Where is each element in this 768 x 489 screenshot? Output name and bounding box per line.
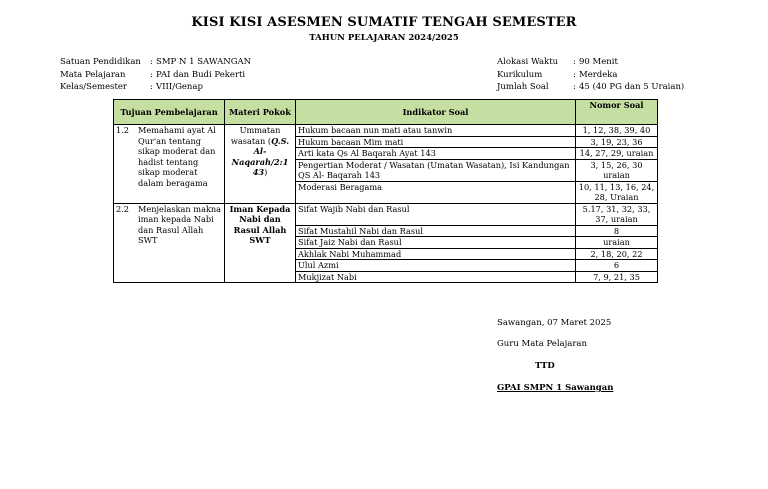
meta-value: SMP N 1 SAWANGAN: [156, 57, 252, 67]
nomor-cell: 2, 18, 20, 22: [576, 248, 658, 260]
indikator-cell: Hukum bacaan nun mati atau tanwin: [296, 125, 576, 137]
indikator-cell: Arti kata Qs Al Baqarah Ayat 143: [296, 148, 576, 160]
table-row: [114, 203, 658, 225]
meta-info-left: [60, 56, 251, 94]
meta-colon: :: [150, 57, 153, 67]
meta-row: [60, 81, 251, 94]
indikator-cell: Sifat Jaiz Nabi dan Rasul: [296, 237, 576, 249]
header-materi: Materi Pokok: [225, 100, 296, 125]
meta-label: Mata Pelajaran: [60, 69, 126, 80]
tujuan-text: Menjelaskan makna iman kepada Nabi dan Rasul Allah SWT: [138, 203, 222, 245]
document-subtitle: TAHUN PELAJARAN 2024/2025: [309, 33, 459, 43]
indikator-cell: Sifat Mustahil Nabi dan Rasul: [296, 225, 576, 237]
nomor-cell: 1, 12, 38, 39, 40: [576, 125, 658, 137]
nomor-cell: 3, 19, 23, 36: [576, 136, 658, 148]
meta-value: 90 Menit: [579, 57, 618, 67]
tujuan-number: 2.2: [116, 203, 130, 214]
nomor-cell: 14, 27, 29, uraian: [576, 148, 658, 160]
meta-value: 45 (40 PG dan 5 Uraian): [579, 82, 685, 92]
header-tujuan: Tujuan Pembelajaran: [114, 100, 225, 125]
meta-label: Kelas/Semester: [60, 82, 127, 92]
meta-colon: :: [150, 82, 153, 92]
meta-row: [60, 69, 251, 82]
header-nomor: Nomor Soal: [576, 100, 658, 125]
signature-role: Guru Mata Pelajaran: [497, 339, 587, 349]
tujuan-number: 1.2: [116, 125, 130, 135]
indikator-cell: Ulul Azmi: [296, 260, 576, 272]
table-header-row: [114, 100, 658, 125]
nomor-cell: 3, 15, 26, 30 uraian: [576, 159, 658, 181]
nomor-cell: 5.17, 31, 32, 33, 37, uraian: [576, 203, 658, 225]
kisi-kisi-table: [113, 99, 658, 283]
meta-colon: :: [150, 69, 153, 80]
indikator-cell: Pengertian Moderat / Wasatan (Umatan Wasatan), Isi Kandungan QS Al- Baqarah 143: [296, 159, 576, 181]
materi-cell: [225, 125, 296, 204]
nomor-cell: uraian: [576, 237, 658, 249]
tujuan-cell: [114, 203, 225, 283]
nomor-cell: 7, 9, 21, 35: [576, 271, 658, 283]
tujuan-text: Memahami ayat Al Qur'an tentang sikap moderat dan hadist tentang sikap moderat dalam beragama: [138, 125, 216, 188]
indikator-cell: Moderasi Beragama: [296, 181, 576, 203]
nomor-cell: 8: [576, 225, 658, 237]
meta-value: Merdeka: [579, 69, 618, 80]
meta-value: PAI dan Budi Pekerti: [156, 69, 246, 80]
indikator-cell: Sifat Wajib Nabi dan Rasul: [296, 203, 576, 225]
meta-colon: :: [573, 57, 576, 67]
indikator-cell: Mukjizat Nabi: [296, 271, 576, 283]
meta-label: Satuan Pendidikan: [60, 57, 141, 67]
meta-row: [60, 56, 251, 69]
meta-label: Alokasi Waktu: [497, 57, 559, 67]
signature-ttd: TTD: [535, 361, 555, 371]
meta-label: Kurikulum: [497, 69, 543, 80]
nomor-cell: 6: [576, 260, 658, 272]
signature-place-date: Sawangan, 07 Maret 2025: [497, 318, 612, 328]
meta-row: [497, 81, 684, 94]
header-indikator: Indikator Soal: [296, 100, 576, 125]
materi-reference: Q.S. Al-Naqarah/2:1 43: [231, 135, 290, 177]
table-row: [114, 125, 658, 137]
meta-row: [497, 69, 684, 82]
meta-colon: :: [573, 82, 576, 92]
meta-row: [497, 56, 684, 69]
indikator-cell: Hukum bacaan Mim mati: [296, 136, 576, 148]
materi-cell: Iman Kepada Nabi dan Rasul Allah SWT: [225, 203, 296, 283]
meta-info-right: [497, 56, 684, 94]
materi-text: Ummatan wasatan (: [230, 125, 281, 146]
meta-label: Jumlah Soal: [497, 82, 549, 92]
materi-text-end: ): [264, 167, 268, 177]
indikator-cell: Akhlak Nabi Muhammad: [296, 248, 576, 260]
document-title: KISI KISI ASESMEN SUMATIF TENGAH SEMESTER: [191, 15, 577, 30]
signature-name: GPAI SMPN 1 Sawangan: [497, 383, 614, 393]
tujuan-cell: [114, 125, 225, 204]
meta-value: VIII/Genap: [156, 82, 203, 92]
meta-colon: :: [573, 69, 576, 80]
nomor-cell: 10, 11, 13, 16, 24, 28, Uraian: [576, 181, 658, 203]
